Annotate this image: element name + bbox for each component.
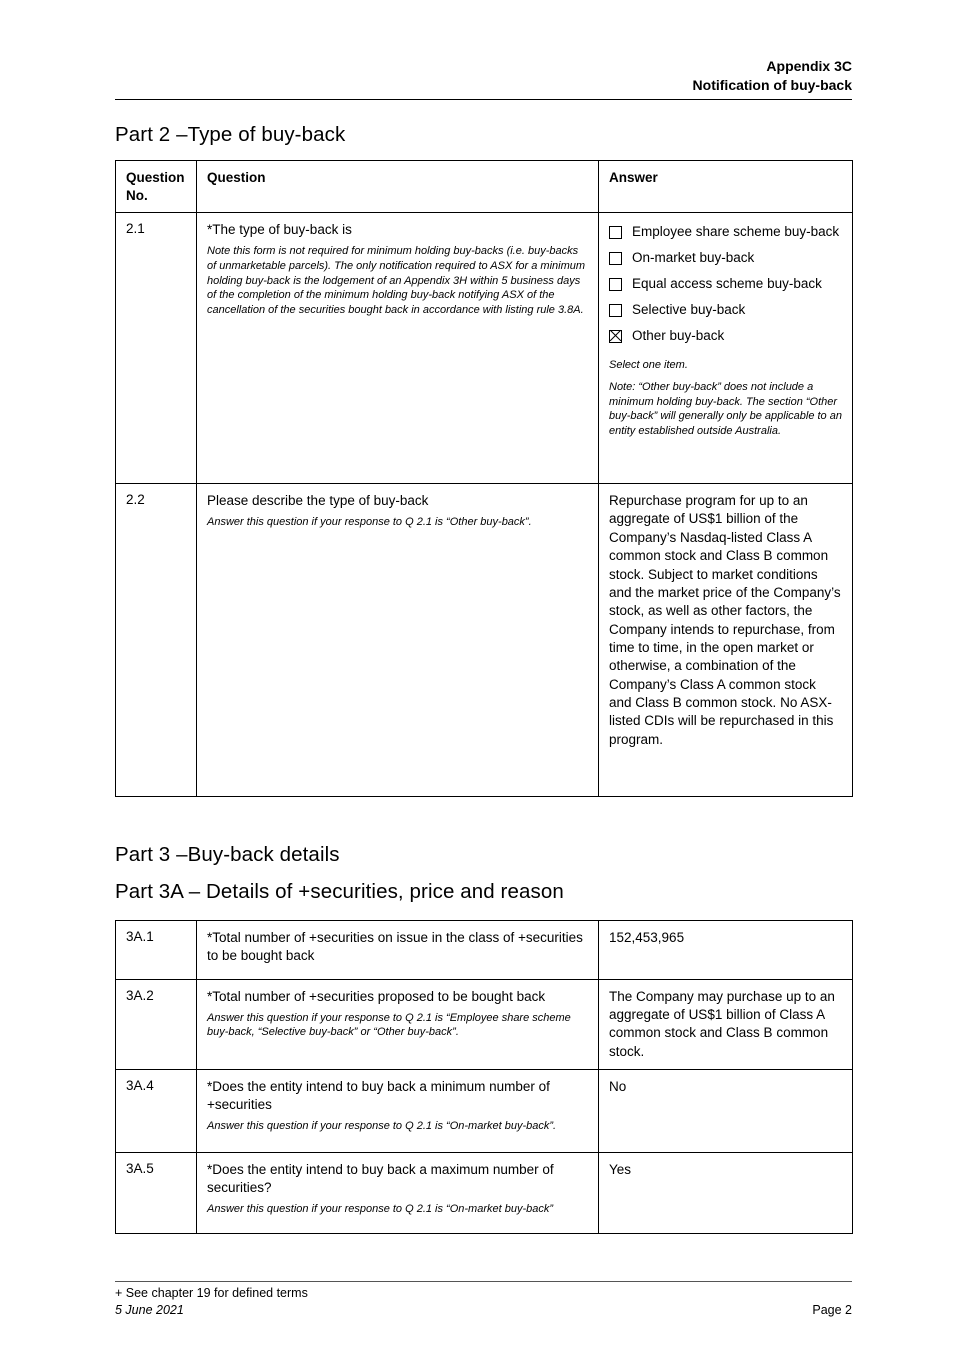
answer-cell-3a-5 [599,1152,853,1233]
question-note-2-2: Answer this question if your response to Q 2.1 is “Other buy-back”. [207,516,532,529]
part3a-table [115,920,853,1234]
column-header-question-no: Question No. [116,161,197,213]
answer-cell-2-2 [599,484,853,797]
column-header-question: Question [197,161,599,213]
question-cell-3a-1 [197,921,599,979]
part2-title: Part 2 –Type of buy-back [115,123,346,146]
option-label: On-market buy-back [632,249,755,265]
part2-table [115,160,853,797]
question-note-3a-4: Answer this question if your response to Q 2.1 is “On-market buy-back”. [207,1120,557,1133]
page-number: Page 2 [812,1303,852,1317]
defined-terms-note: + See chapter 19 for defined terms [115,1286,308,1300]
question-note-3a-5: Answer this question if your response to Q 2.1 is “On-market buy-back” [207,1203,554,1216]
buyback-type-options [609,223,842,345]
option-other[interactable] [609,327,842,346]
document-footer [115,1281,852,1319]
question-cell-2-2 [197,484,599,797]
answer-cell-3a-1 [599,921,853,979]
question-cell-3a-2 [197,979,599,1069]
header-form-subtitle: Notification of buy-back [692,77,852,93]
question-cell-2-1 [197,213,599,484]
option-label: Selective buy-back [632,301,746,317]
table-row-3a-5 [116,1152,853,1233]
table-row-3a-1 [116,921,853,979]
column-header-answer: Answer [599,161,853,213]
question-text-3a-1: *Total number of +securities on issue in the class of +securities to be bought back [207,930,583,964]
footer-left [115,1285,308,1319]
table-row-2-1 [116,213,853,484]
answer-cell-3a-2 [599,979,853,1069]
question-note-3a-2: Answer this question if your response to Q 2.1 is “Employee share scheme buy-back, “Selective buy-back” or “Other buy-back”. [207,1011,571,1039]
answer-text-3a-4: No [609,1078,627,1094]
document-header [115,0,852,100]
answer-text-3a-1: 152,453,965 [609,930,685,946]
question-text-3a-2: *Total number of +securities proposed to be bought back [207,988,546,1004]
checkbox-checked-icon[interactable] [609,330,622,343]
part2-table-header-row [116,161,853,213]
question-no-2-2: 2.2 [116,484,197,797]
question-no-3a-2: 3A.2 [116,979,197,1069]
checkbox-unchecked-icon[interactable] [609,252,622,265]
other-buyback-note: Note: “Other buy-back” does not include a minimum holding buy-back. The section “Other buy-back” will generally only be applicable to an entity established outside Australia. [609,381,842,438]
question-cell-3a-4 [197,1069,599,1152]
question-text-2-1: *The type of buy-back is [207,222,352,238]
option-employee-share-scheme[interactable] [609,223,842,242]
header-appendix-title: Appendix 3C [766,58,852,74]
select-one-item-note: Select one item. [609,358,688,371]
option-on-market[interactable] [609,249,842,268]
option-label: Employee share scheme buy-back [632,224,840,240]
table-row-3a-4 [116,1069,853,1152]
answer-text-3a-5: Yes [609,1161,632,1177]
checkbox-unchecked-icon[interactable] [609,304,622,317]
footer-date: 5 June 2021 [115,1303,184,1317]
question-no-3a-4: 3A.4 [116,1069,197,1152]
question-text-3a-5: *Does the entity intend to buy back a maximum number of securities? [207,1161,554,1196]
question-no-2-1: 2.1 [116,213,197,484]
question-text-2-2: Please describe the type of buy-back [207,493,429,509]
table-row-2-2 [116,484,853,797]
question-note-2-1: Note this form is not required for minimum holding buy-backs (i.e. buy-backs of unmarketable parcels). The only notification required to ASX for a minimum holding buy-back is the lodgement of an Appendix 3H within 5 business days of the completion of the minimum holding buy-back notifying ASX of the cancellation of the securities bought back in accordance with listing rule 3.8A. [207,245,586,316]
answer-cell-2-1 [599,213,853,484]
table-row-3a-2 [116,979,853,1069]
checkbox-unchecked-icon[interactable] [609,278,622,291]
answer-cell-3a-4 [599,1069,853,1152]
question-text-3a-4: *Does the entity intend to buy back a minimum number of +securities [207,1078,550,1113]
option-selective[interactable] [609,301,842,320]
question-cell-3a-5 [197,1152,599,1233]
option-label: Other buy-back [632,327,725,343]
question-no-3a-5: 3A.5 [116,1152,197,1233]
question-no-3a-1: 3A.1 [116,921,197,979]
option-equal-access-scheme[interactable] [609,275,842,294]
part3a-subtitle: Part 3A – Details of +securities, price and reason [115,880,564,904]
part3-title: Part 3 –Buy-back details [115,843,340,867]
option-label: Equal access scheme buy-back [632,275,822,291]
checkbox-unchecked-icon[interactable] [609,226,622,239]
answer-text-3a-2: The Company may purchase up to an aggregate of US$1 billion of Class A common stock and Class B common stock. [609,988,835,1059]
answer-text-2-2: Repurchase program for up to an aggregate of US$1 billion of the Company’s Nasdaq-listed Class A common stock and Class B common stock. Subject to market conditions and the market price of the Company’s stock, as well as other factors, the Company intends to repurchase, from time to time, in the open market or otherwise, a combination of the Company’s Class A common stock and Class B common stock. No ASX-listed CDIs will be repurchased in this program. [609,493,841,747]
